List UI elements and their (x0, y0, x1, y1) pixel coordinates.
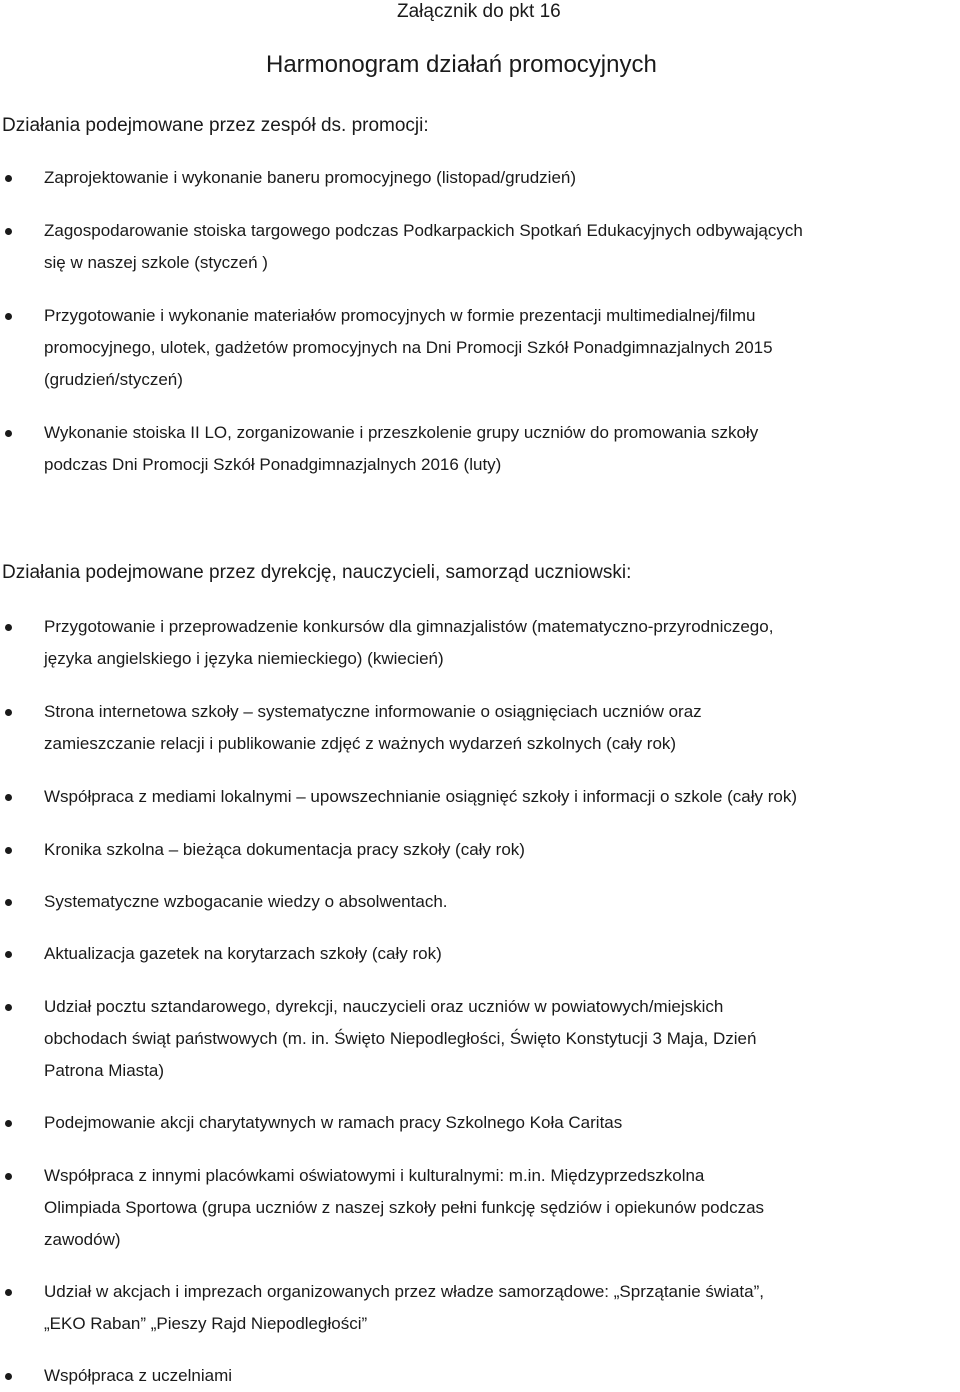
section-heading-promotion-team: Działania podejmowane przez zespół ds. promocji: (2, 115, 429, 136)
bullet-icon (5, 430, 12, 437)
list-item-text: Zaprojektowanie i wykonanie baneru promocyjnego (listopad/grudzień) (44, 168, 577, 187)
bullet-icon (5, 228, 12, 235)
bullet-icon (5, 1120, 12, 1127)
list-item-text: Zagospodarowanie stoiska targowego podczas Podkarpackich Spotkań Edukacyjnych odbywających się w naszej szkole (styczeń ) (44, 221, 803, 272)
list-item-text: Podejmowanie akcji charytatywnych w ramach pracy Szkolnego Koła Caritas (44, 1113, 623, 1132)
bullet-icon (5, 1373, 12, 1380)
list-item-text: Strona internetowa szkoły – systematyczne informowanie o osiągnięciach uczniów oraz zamieszczanie relacji i publikowanie zdjęć z ważnych wydarzeń szkolnych (cały rok) (44, 702, 702, 753)
list-item-text: Udział w akcjach i imprezach organizowanych przez władze samorządowe: „Sprzątanie świata”, „EKO Raban” „Pieszy Rajd Niepodległości” (44, 1282, 764, 1333)
list-item-text: Współpraca z mediami lokalnymi – upowszechnianie osiągnięć szkoły i informacji o szkole (cały rok) (44, 787, 798, 806)
list-item-text: Systematyczne wzbogacanie wiedzy o absolwentach. (44, 892, 448, 911)
bullet-icon (5, 313, 12, 320)
list-item-text: Wykonanie stoiska II LO, zorganizowanie i przeszkolenie grupy uczniów do promowania szkoły podczas Dni Promocji Szkół Ponadgimnazjalnych 2016 (luty) (44, 423, 759, 474)
bullet-icon (5, 709, 12, 716)
bullet-icon (5, 899, 12, 906)
list-item-text: Współpraca z innymi placówkami oświatowymi i kulturalnymi: m.in. Międzyprzedszkolna Olimpiada Sportowa (grupa uczniów z naszej szkoły pełni funkcję sędziów i opiekunów podczas zawodów) (44, 1166, 765, 1249)
annex-label: Załącznik do pkt 16 (397, 1, 561, 22)
list-item-text: Aktualizacja gazetek na korytarzach szkoły (cały rok) (44, 944, 442, 963)
list-item-text: Przygotowanie i przeprowadzenie konkursów dla gimnazjalistów (matematyczno-przyrodniczego, języka angielskiego i języka niemieckiego) (kwiecień) (44, 617, 774, 668)
bullet-icon (5, 1173, 12, 1180)
section-heading-staff: Działania podejmowane przez dyrekcję, nauczycieli, samorząd uczniowski: (2, 562, 632, 583)
bullet-icon (5, 624, 12, 631)
page-title: Harmonogram działań promocyjnych (266, 51, 657, 78)
list-item-text: Współpraca z uczelniami (44, 1366, 233, 1385)
bullet-icon (5, 175, 12, 182)
bullet-icon (5, 951, 12, 958)
list-item-text: Przygotowanie i wykonanie materiałów promocyjnych w formie prezentacji multimedialnej/filmu promocyjnego, ulotek, gadżetów promocyjnych na Dni Promocji Szkół Ponadgimnazjalnych 2015 (grudzień/styczeń) (44, 306, 773, 389)
bullet-icon (5, 1289, 12, 1296)
list-item-text: Udział pocztu sztandarowego, dyrekcji, nauczycieli oraz uczniów w powiatowych/miejskich obchodach świąt państwowych (m. in. Święto Niepodległości, Święto Konstytucji 3 Maja, Dzień Patrona Miasta) (44, 997, 757, 1080)
bullet-icon (5, 847, 12, 854)
bullet-icon (5, 1004, 12, 1011)
list-item-text: Kronika szkolna – bieżąca dokumentacja pracy szkoły (cały rok) (44, 840, 525, 859)
bullet-icon (5, 794, 12, 801)
